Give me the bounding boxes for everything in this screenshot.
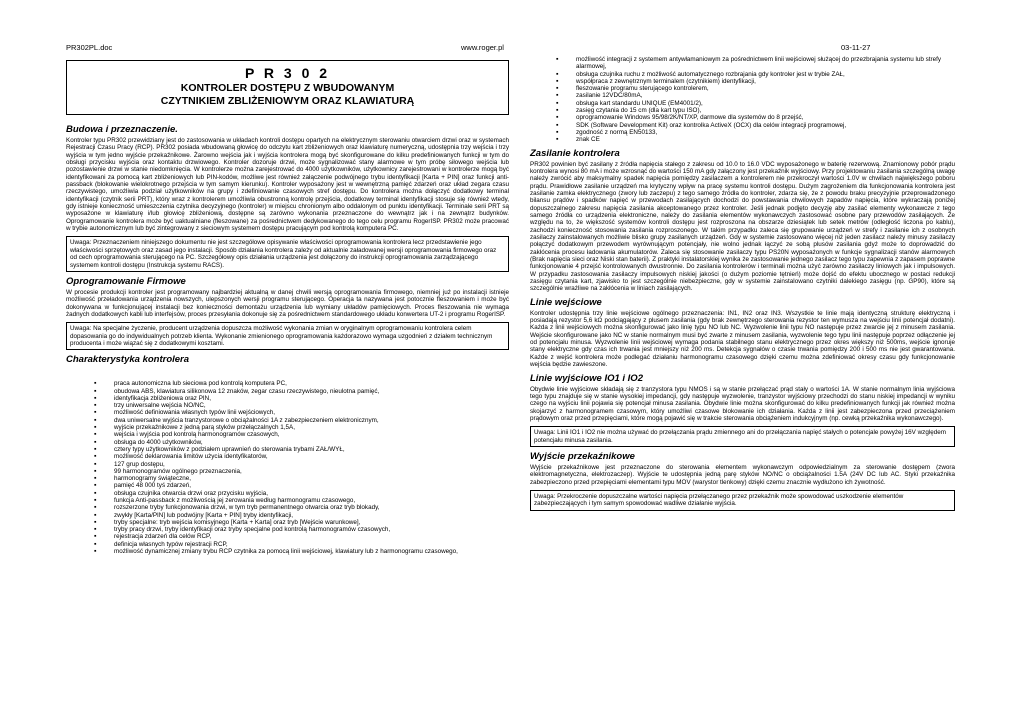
list-item: ▪ możliwość definiowania własnych typów linii wejściowych,	[114, 409, 509, 416]
list-item: ▪ tryby specjalne: tryb wejścia komisyjnego [Karta + Karta] oraz tryb [Wejście warunkowe],	[114, 519, 509, 526]
list-item: ▪ współpraca z zewnętrznym terminalem (czytnikiem) identyfikacji,	[576, 78, 955, 85]
list-item: ▪ 127 grup dostępu,	[114, 461, 509, 468]
note-box-1: Uwaga: Przeznaczeniem niniejszego dokumentu nie jest szczegółowe opisywanie właściwości oprogramowania kontrolera lecz przedstawienie jego właściwości sprzętowych oraz zasad jego instalacji. Sposób działania kontrolera zależy od aktualnie załadowanej wersji oprogramowania firmowego oraz od cech oprogramowania sterującego na PC. Szczegółowy opis działania urządzenia jest dołączony do instrukcji oprogramowania zarządzającego systemem kontroli dostępu (Instrukcja systemu RACS).	[66, 236, 509, 271]
list-item: ▪ dwa uniwersalne wyjścia tranzystorowe o obciążalności 1A z zabezpieczeniem elektronicznym,	[114, 417, 509, 424]
heading-linie-wejsciowe: Linie wejściowe	[530, 296, 602, 308]
list-item: ▪ 99 harmonogramów ogólnego przeznaczenia,	[114, 468, 509, 475]
paragraph-wyjscie-przekaznikowe: Wyjście przekaźnikowe jest przeznaczone do sterowania elementem wykonawczym odpowiedzialnym za sterowanie dostępem (zwora elektromagnetyczna, elektrozaczep). Wyjście te udostępnia jedną parę styków NO/NC o obciążalności 1.5A (24V DC lub AC. Styki przekaźnika zabezpieczono przed przepięciami elementami typu MOV (warystor tlenkowy) dzięki czemu znacznie wydłużono ich żywotność.	[530, 463, 955, 486]
heading-wyjscie-przekaznikowe: Wyjście przekaźnikowe	[530, 450, 635, 462]
paragraph-budowa: Kontroler typu PR302 przewidziany jest do zastosowania w układach kontroli dostępu opartych na elektrycznym sterowaniu otwarciem drzwi oraz w systemach Rejestracji Czasu Pracy (RCP). PR302 posiada wbudowaną głowicę do odczytu kart zbliżeniowych oraz klawiaturę numeryczną, udostępnia trzy wejścia i trzy wyjścia w tym jedno wyjście przekaźnikowe. Żarowno wejścia jak i wyjścia kontrolera mogą być skonfigurowane do kilku predefiniowanych funkcji w tym do obsługi przycisku wyjścia oraz kontaktu drzwiowego. Kontroler dozoruje drzwi, może sygnalizować stany alarmowe w tym próbę siłowego wejścia lub pozostawienie drzwi w stanie niedomknięcia. W kontrolerze można zarejestrować do 4000 użytkowników, użytkownicy zarejestrowani w kontrolerze mogą być identyfikowani za pomocą kart zbliżeniowych lub PIN-kodów, możliwe jest również załączenie podwójnego trybu identyfikacji [Karta + PIN] oraz funkcji anti-passback (blokowanie wielokrotnego przejścia w tym samym kierunku). Kontroler wyposażony jest w wewnętrzną pamięć zdarzeń oraz układ zegara czasu rzeczywistego, umożliwia podział użytkowników na grupy i zdefiniowanie czasowych stref dostępu. Do kontrolera można dołączyć dodatkowy terminal identyfikacji (czytnik serii PRT), który wraz z kontrolerem umożliwia obustronną kontrolę przejścia, dodatkowy terminal identyfikacji stosuje się również wtedy, gdy istnieje konieczność umieszczenia czytnika decyzyjnego (kontroler) w miejscu chronionym albo oddalonym od punktu identyfikacji. Terminale serii PRT są wyposażone w klawiaturę i/lub głowicę zbliżeniową, dostępne są zarówno wykonania przeznaczone do wewnątrz jak i na zewnątrz budynków. Oprogramowanie kontrolera może być uaktualniane (fleszowane) za pośrednictwem dedykowanego do tego celu programu RogerISP. PR302 może pracować w trybie autonomicznym lub być zintegrowany z sieciowym systemem dostępu pracującym pod kontrolą komputera PC.	[66, 137, 509, 233]
list-item: ▪ praca autonomiczna lub sieciowa pod kontrolą komputera PC,	[114, 380, 509, 387]
list-item: ▪ tryby pracy drzwi, tryby identyfikacji oraz tryby specjalne pod kontrolą harmonogramów czasowych,	[114, 526, 509, 533]
list-item: ▪ cztery typy użytkowników z podziałem uprawnień do sterowania trybami ZAŁ/WYŁ,	[114, 446, 509, 453]
heading-linie-wyjsciowe: Linie wyjściowe IO1 i IO2	[530, 372, 643, 384]
list-item: ▪ oprogramowanie Windows 95/98/2K/NT/XP, darmowe dla systemów do 8 przejść,	[576, 114, 955, 121]
list-item: ▪ zgodność z normą EN50133,	[576, 129, 955, 136]
header-website: www.roger.pl	[461, 43, 504, 52]
list-item: ▪ zasięg czytania do 15 cm (dla kart typu ISO),	[576, 107, 955, 114]
list-item: ▪ definicja własnych typów rejestracji RCP,	[114, 541, 509, 548]
list-item: ▪ zasilanie 12VDC/80mA,	[576, 92, 955, 99]
list-item: ▪ identyfikacja zbliżeniowa oraz PIN,	[114, 395, 509, 402]
heading-firmware: Oprogramowanie Firmowe	[66, 275, 186, 287]
list-item: ▪ rejestracja zdarzeń dla celów RCP,	[114, 533, 509, 540]
list-item: ▪ obudowa ABS, klawiatura silikonowa 12 znaków, zegar czasu rzeczywistego, nieulotna pamięć,	[114, 388, 509, 395]
heading-budowa: Budowa i przeznaczenie.	[66, 124, 178, 135]
list-item: ▪ znak CE	[576, 136, 955, 143]
note-box-3: Uwaga: Linii IO1 i IO2 nie można używać do przełączania prądu zmiennego ani do przełączania napięć stałych o potencjale powyżej 16V względem potencjału minusa zasilania.	[530, 426, 955, 447]
list-item: ▪ funkcja Anti-passback z możliwością jej zerowania według harmonogramu czasowego,	[114, 497, 509, 504]
paragraph-linie-wejsciowe: Kontroler udostępnia trzy linie wejściowe ogólnego przeznaczenia: IN1, IN2 oraz IN3. Wszystkie te linie mają identyczną strukturę elektryczną i posiadają rezystor 5,6 kΩ podciągający z plusem zasilania (gdy brak zewnętrzego sterowania rezystor ten wymusza na wejściu linii potencjał dodatni). Każda z linii wejściowych można skonfigurować jako linię typu NO lub NC. Wyzwolenie linii typu NO następuje przez zwarcie jej z minusem zasilania. Wejście skonfigurowane jako NC w stanie normalnym musi być zwarte z minusem zasilania, wyzwolenie tego typu linii następuje poprzez odłączenie jej od potencjału minusa. Wyzwolenie linii wejściowej wymaga podania stabilnego stanu elektrycznego przez okres większy niż 500ms, wejście ignoruje stany elektryczne gdy czas ich trwania jest mniejszy niż 200 ms. Detekcja sygnałów o czasie trwania pomiędzy 200 i 500 ms nie jest gwarantowana. Każde z wejść kontrolera może podlegać działaniu harmonogramu czasowego dzięki czemu można zdefiniować okresy czasu gdy funkcjonowanie wejścia będzie zawieszone.	[530, 309, 955, 369]
list-item: ▪ harmonogramy świąteczne,	[114, 475, 509, 482]
note-box-2: Uwaga: Na specjalne życzenie, producent urządzenia dopuszcza możliwość wykonania zmian w oryginalnym oprogramowaniu kontrolera celem dopasowania go do indywidualnych potrzeb klienta. Wykonanie zmienionego oprogramowania każdorazowo wymaga uzgodnień z działem technicznym producenta i może wiązać się z dodatkowymi kosztami.	[66, 322, 509, 350]
list-item: ▪ możliwość integracji z systemem antywłamaniowym za pośrednictwem linii wejściowej służącej do przezbrajania systemu lub strefy alarmowej,	[576, 56, 955, 71]
header-filename: PR302PL.doc	[66, 43, 113, 52]
subtitle-line-2: CZYTNIKIEM ZBLIŻENIOWYM ORAZ KLAWIATURĄ	[160, 95, 415, 107]
list-item: ▪ obsługa do 4000 użytkowników,	[114, 439, 509, 446]
list-item: ▪ fleszowanie programu sterującego kontrolerem,	[576, 85, 955, 92]
list-item: ▪ obsługa czujnika ruchu z możliwość automatycznego rozbrajania gdy kontroler jest w trybie ZAŁ,	[576, 71, 955, 78]
subtitle-line-1: KONTROLER DOSTĘPU Z WBUDOWANYM	[180, 82, 395, 94]
list-item: ▪ wyjście przekaźnikowe z jedną parą styków przełączalnych 1,5A,	[114, 424, 509, 431]
list-item: ▪ zwykły [Karta/PIN] lub podwójny [Karta + PIN] tryby identyfikacji,	[114, 512, 509, 519]
list-item: ▪ wejścia i wyjścia pod kontrolą harmonogramów czasowych,	[114, 431, 509, 438]
list-item: ▪ pamięć 48 000 tyś zdarzeń,	[114, 482, 509, 489]
page-title: P R 3 0 2	[244, 65, 331, 81]
list-item: ▪ obsługa kart standardu UNIQUE (EM4001/2),	[576, 100, 955, 107]
list-item: ▪ trzy uniwersalne wejścia NO/NC,	[114, 402, 509, 409]
list-item: ▪ SDK (Software Development Kit) oraz kontrolka ActiveX (OCX) dla celów integracji programowej,	[576, 122, 955, 129]
list-item: ▪ możliwość dynamicznej zmiany trybu RCP czytnika za pomocą linii wejściowej, klawiatury lub z harmonogramu czasowego,	[114, 548, 509, 555]
heading-features: Charakterystyka kontrolera	[66, 354, 190, 366]
heading-zasilanie: Zasilanie kontrolera	[530, 147, 620, 159]
paragraph-zasilanie: PR302 powinien być zasilany z źródła napięcia stałego z zakresu od 10.0 to 16.0 VDC wyposażonego w baterię rezerwową. Znamionowy pobór prądu kontrolera wynosi 80 mA i może wzrosnąć do wartości 150 mA gdy załączony jest przekaźnik wyjściowy. Przy projektowaniu zasilania szczególną uwagę należy zwrócić aby maksymalny spadek napięcia pomiędzy zasilaczem a kontrolerem nie przekroczył wartości 1.0V w chwilach największego poboru prądu. Prawidłowe zasilanie urządzeń ma krytyczny wpływ na pracę systemu kontroli dostępu. Dużym zagrożeniem dla funkcjonowania kontrolera jest zasilanie zamka elektrycznego (zwory lub zaczepu) z tego samego źródła do kontroler, zdarza się, że z powodu braku precyzyjnie przeprowadzonego bilansu prądów i spadków napięć w przewodach zasilających dochodzi do powstawania chwilowych zapadów napięcia, które wykraczają poniżej dopuszczalnego zakresu napięcia zasilania akceptowanego przez kontroler. Jeśli jednak podjęto decyzję aby zasilać elementy wykonawcze z tego samego źródła co urządzenia elektroniczne, należy do zasilania elementów wykonawczych zastosować osobne pary przewodów zasilających. Ze względu na to, że większość systemów kontroli dostępu jest rozproszona na obszarze dziesiątek lub setek metrów (odległość liczona po kablu), zachodzi konieczność stosowania zasilania rozproszonego. W takim przypadku zaleca się grupowanie urządzeń w strefy i zasilanie ich z osobnych zasilaczy zainstalowanych możliwie blisko grupy zasilanych urządzeń. Gdy w systemie zastosowano więcej niż jeden zasilacz należy minusy zasilaczy połączyć dodatkowym przewodem wyrównującym potencjały, nie wolno jednak łączyć ze sobą plusów zasilania gdyż może to doprowadzić do zakłócenia procesu ładowania akumulatorów. Zaleca się stosowanie zasilaczy typu PS20N wyposażonych w funkcje sygnalizacji stanów alarmowych (Brak napięcia sieci oraz Niski stan baterii). Z praktyki instalatorskiej wynika że zastosowanie jednego zasilacz tego typu zapewnia z zapasem poprawne funkcjonowanie 4 przejść kontrolowanych dwustronnie. Do zasilania kontrolerów i terminali można użyć zarówno zasilaczy liniowych jak i impulsowych. W przypadku zastosowania zasilaczy impulsowych niskiej jakości (o dużym poziomie tętnień) może dojść do efektu ubocznego w postaci redukcji zasięgu czytania kart, zjawisko to jest szczególnie niebezpieczne, gdy w systemie zainstalowano czytniki dalekiego zasięgu (np. GP90), które są szczególnie wrażliwe na zakłócenia w liniach zasilających.	[530, 160, 955, 293]
note-box-4: Uwaga: Przekroczenie dopuszczalne wartości napięcia przełączanego przez przekaźnik może spowodować uszkodzenie elementów zabezpieczających i tym samym spowodować wadliwe działanie wyjścia.	[530, 490, 955, 511]
list-item: ▪ rozszerzone tryby funkcjonowania drzwi, w tym tryb permanentnego otwarcia oraz tryb blokady,	[114, 504, 509, 511]
list-item: ▪ obsługa czujnika otwarcia drzwi oraz przycisku wyjścia,	[114, 490, 509, 497]
features-list-continued	[530, 56, 955, 144]
right-column	[530, 56, 955, 515]
paragraph-linie-wyjsciowe: Obydwie linie wyjściowe składają się z tranzystora typu NMOS i są w stanie przełączać prąd stały o wartości 1A. W stanie normalnym linia wyjściowa tego typu znajduje się w stanie wysokiej impedancji, gdy następuje wyzwolenie, tranzystor wyjściowy przechodzi do stanu niskiej impedancji w wyniku czego na wyjściu linii pojawia się potencjał minusa zasilania. Obydwie linie można skonfigurować do kilku predefiniowanych funkcji jak również można skojarzyć z harmonogramem czasowym, który umożliwi czasowe blokowanie ich działania. Każda z linii jest zabezpieczona przed przeciążeniem prądowym oraz przed przepięciami, które mogą pojawić się w trakcie sterowania obciążeniem indukcyjnym (np. cewką przekaźnika wykonawczego).	[530, 385, 955, 422]
left-column	[66, 60, 509, 559]
paragraph-firmware: W procesie produkcji kontroler jest programowany najbardziej aktualną w danej chwili wersją oprogramowania firmowego, niemniej już po instalacji istnieje możliwość przeładowania urządzenia nowszych, ulepszonych wersji programu sterującego. Operacja ta nazywana jest potocznie fleszowaniem i może być dokonywana w funkcjonującej instalacji bez konieczności demontażu urządzenia lub wymiany układów pamięciowych. Proces fleszowania nie wymaga żadnych dodatkowych kabli lub interfejsów, proces przesyłania dokonuje się za pośrednictwem standardowego układu konwertera UT-2 i programu RogerISP.	[66, 288, 509, 318]
list-item: ▪ możliwość deklarowania limitów użycia identyfikatorów,	[114, 453, 509, 460]
features-list	[66, 380, 509, 555]
header-date: 03-11-27	[841, 43, 871, 52]
title-box	[66, 60, 509, 115]
